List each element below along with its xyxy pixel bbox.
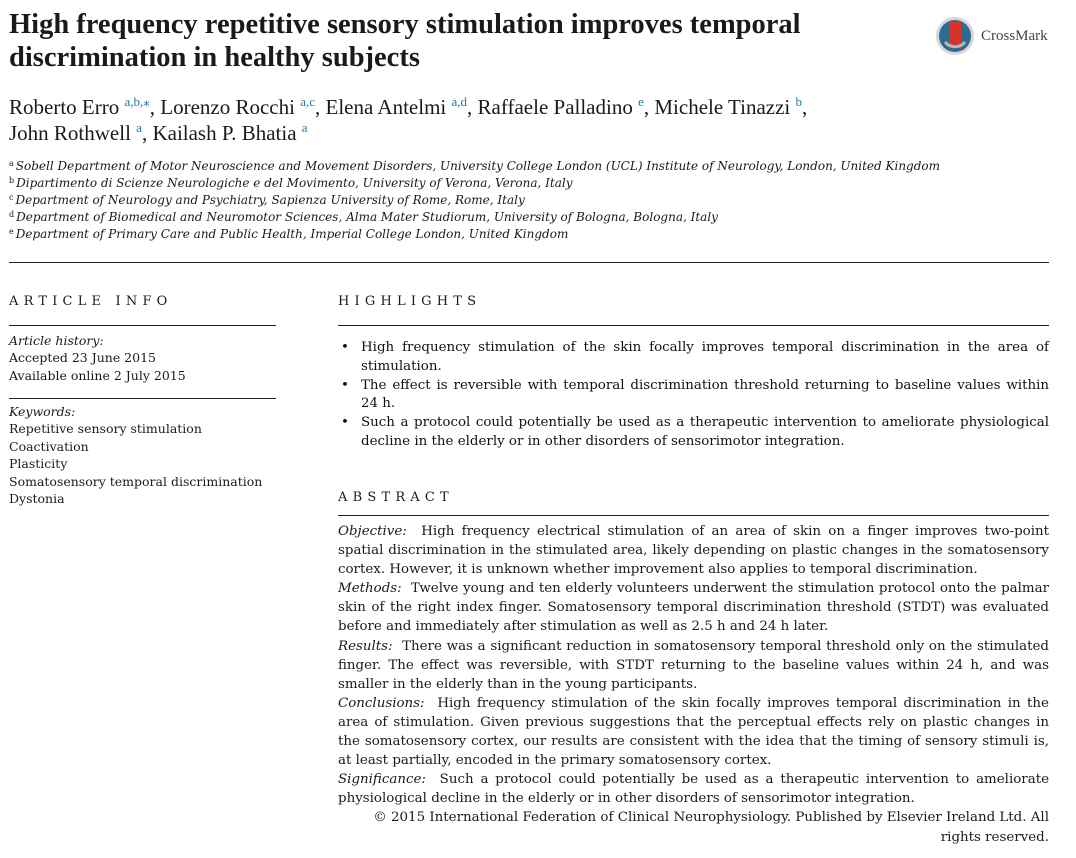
article-history	[9, 332, 276, 384]
article-info-divider	[9, 325, 276, 326]
article-history-dates	[9, 349, 276, 384]
author-name-text: Roberto Erro	[9, 95, 120, 119]
abstract-section-text: There was a significant reduction in somatosensory temporal threshold only on the stimulated finger. The effect was reversible, with STDT returning to the baseline values within 24 h, and was smaller in the elderly than in the young participants.	[338, 638, 1050, 692]
highlight-item	[338, 414, 1049, 451]
article-info-heading: ARTICLE INFO	[9, 294, 173, 309]
copyright-notice: © 2015 International Federation of Clinical Neurophysiology. Published by Elsevier Ireland Ltd. All rights reserved.	[373, 810, 1049, 845]
keyword-item: Plasticity	[9, 456, 68, 472]
author-name	[326, 95, 468, 119]
keywords-block	[9, 403, 276, 507]
bullet-icon: •	[341, 340, 349, 355]
affiliation-text: Dipartimento di Scienze Neurologiche e del Movimento, University of Verona, Verona, Italy	[16, 176, 573, 190]
article-history-label: Article history:	[9, 333, 104, 348]
author-name-text: Raffaele Palladino	[477, 95, 633, 119]
highlights-heading: HIGHLIGHTS	[338, 294, 482, 309]
crossmark-label: CrossMark	[981, 27, 1048, 44]
affiliation-key: a	[9, 159, 14, 168]
abstract-section-label: Results:	[338, 638, 393, 654]
header-divider	[9, 262, 1049, 263]
affiliation-key: e	[9, 227, 14, 236]
highlights-list	[338, 339, 1049, 452]
crossmark-badge[interactable]	[935, 14, 1049, 58]
affiliation-text: Department of Primary Care and Public Health, Imperial College London, United Kingdom	[15, 227, 569, 241]
abstract-body	[338, 522, 1049, 847]
abstract-section-label: Conclusions:	[338, 695, 425, 711]
abstract-section	[338, 694, 1049, 770]
author-separator: ,	[802, 95, 808, 119]
author-affiliation-marker: a,d	[451, 94, 468, 109]
bullet-icon: •	[341, 415, 349, 430]
abstract-section-label: Significance:	[338, 772, 426, 788]
keyword-item: Dystonia	[9, 491, 65, 507]
author-name	[654, 95, 802, 119]
history-entry: Accepted 23 June 2015	[9, 350, 156, 366]
affiliation-text: Department of Neurology and Psychiatry, Sapienza University of Rome, Rome, Italy	[15, 193, 525, 207]
affiliation-key: d	[9, 210, 15, 219]
abstract-section-text: High frequency electrical stimulation of an area of skin on a finger improves two-point spatial discrimination in the stimulated area, likely depending on plastic changes in the somatosensory cortex. However, it is unknown whether improvement also applies to temporal discrimination.	[338, 524, 1049, 578]
article-page	[9, 0, 1049, 858]
abstract-heading: ABSTRACT	[338, 490, 454, 505]
keyword-list	[9, 420, 276, 507]
author-affiliation-marker: a	[301, 120, 308, 135]
author-name	[9, 121, 142, 145]
abstract-section	[338, 770, 1049, 808]
affiliation-key: c	[9, 193, 14, 202]
author-separator: ,	[149, 95, 161, 119]
keywords-label: Keywords:	[9, 404, 76, 419]
affiliation-text: Sobell Department of Motor Neuroscience and Movement Disorders, University College London (UCL) Institute of Neurology, London, United Kingdom	[15, 159, 941, 173]
keywords-divider	[9, 398, 276, 399]
highlight-item	[338, 339, 1049, 376]
affiliation-text: Department of Biomedical and Neuromotor Sciences, Alma Mater Studiorum, University of Bologna, Bologna, Italy	[16, 210, 718, 224]
abstract-section-label: Methods:	[338, 581, 402, 597]
highlights-divider	[338, 325, 1049, 326]
author-name-text: Lorenzo Rocchi	[160, 95, 295, 119]
author-name	[9, 95, 150, 119]
affiliation-item	[9, 192, 1049, 209]
abstract-divider	[338, 515, 1049, 516]
highlight-text: The effect is reversible with temporal discrimination threshold returning to baseline values within 24 h.	[361, 377, 1049, 411]
author-affiliation-marker: a,b,⁎	[124, 94, 150, 109]
affiliation-list	[9, 158, 1049, 243]
abstract-section-text: High frequency stimulation of the skin focally improves temporal discrimination in the area of stimulation. Given previous suggestions that the perceptual effects rely on plastic changes in the somatosensory cortex, our results are consistent with the idea that the timing of sensory stimuli is, at least partially, encoded in the primary somatosensory cortex.	[338, 695, 1049, 769]
affiliation-item	[9, 158, 1049, 175]
affiliation-key: b	[9, 176, 15, 185]
abstract-section	[338, 579, 1049, 636]
author-name	[160, 95, 315, 119]
abstract-section	[338, 637, 1049, 694]
author-name-text: John Rothwell	[9, 121, 131, 145]
author-name-text: Kailash P. Bhatia	[152, 121, 297, 145]
affiliation-item	[9, 175, 1049, 192]
highlight-item	[338, 377, 1049, 414]
author-affiliation-marker: a,c	[300, 94, 316, 109]
abstract-section-text: Such a protocol could potentially be used as a therapeutic intervention to ameliorate physiological decline in the elderly or in other disorders of sensorimotor integration.	[338, 772, 1049, 807]
keyword-item: Coactivation	[9, 438, 89, 454]
author-separator: ,	[643, 95, 655, 119]
abstract-section-text: Twelve young and ten elderly volunteers underwent the stimulation protocol onto the palmar skin of the right index finger. Somatosensory temporal discrimination threshold (STDT) was evaluated before and immediately after stimulation as well as 2.5 h and 24 h later.	[338, 581, 1049, 635]
bullet-icon: •	[341, 377, 349, 393]
author-affiliation-marker: e	[638, 94, 644, 109]
author-affiliation-marker: b	[795, 94, 803, 109]
affiliation-item	[9, 226, 1049, 243]
author-affiliation-marker: a	[136, 120, 142, 135]
keyword-item: Somatosensory temporal discrimination	[9, 473, 263, 489]
author-separator: ,	[315, 95, 326, 119]
affiliation-item	[9, 209, 1049, 226]
author-separator: ,	[141, 121, 153, 145]
author-name-text: Elena Antelmi	[325, 95, 447, 119]
keyword-item: Repetitive sensory stimulation	[9, 421, 202, 437]
article-title: High frequency repetitive sensory stimulation improves temporal discrimination in healthy subjects	[9, 9, 801, 73]
author-name-text: Michele Tinazzi	[654, 95, 791, 119]
author-separator: ,	[467, 95, 478, 119]
highlight-text: High frequency stimulation of the skin focally improves temporal discrimination in the area of stimulation.	[361, 340, 1049, 374]
abstract-section-label: Objective:	[338, 524, 407, 539]
author-name	[152, 121, 307, 145]
abstract-section	[338, 522, 1049, 579]
author-name	[478, 95, 644, 119]
crossmark-icon	[935, 16, 975, 56]
history-entry: Available online 2 July 2015	[9, 367, 186, 383]
highlight-text: Such a protocol could potentially be used as a therapeutic intervention to ameliorate physiological decline in the elderly or in other disorders of sensorimotor integration.	[361, 415, 1049, 449]
author-list	[9, 94, 1049, 146]
